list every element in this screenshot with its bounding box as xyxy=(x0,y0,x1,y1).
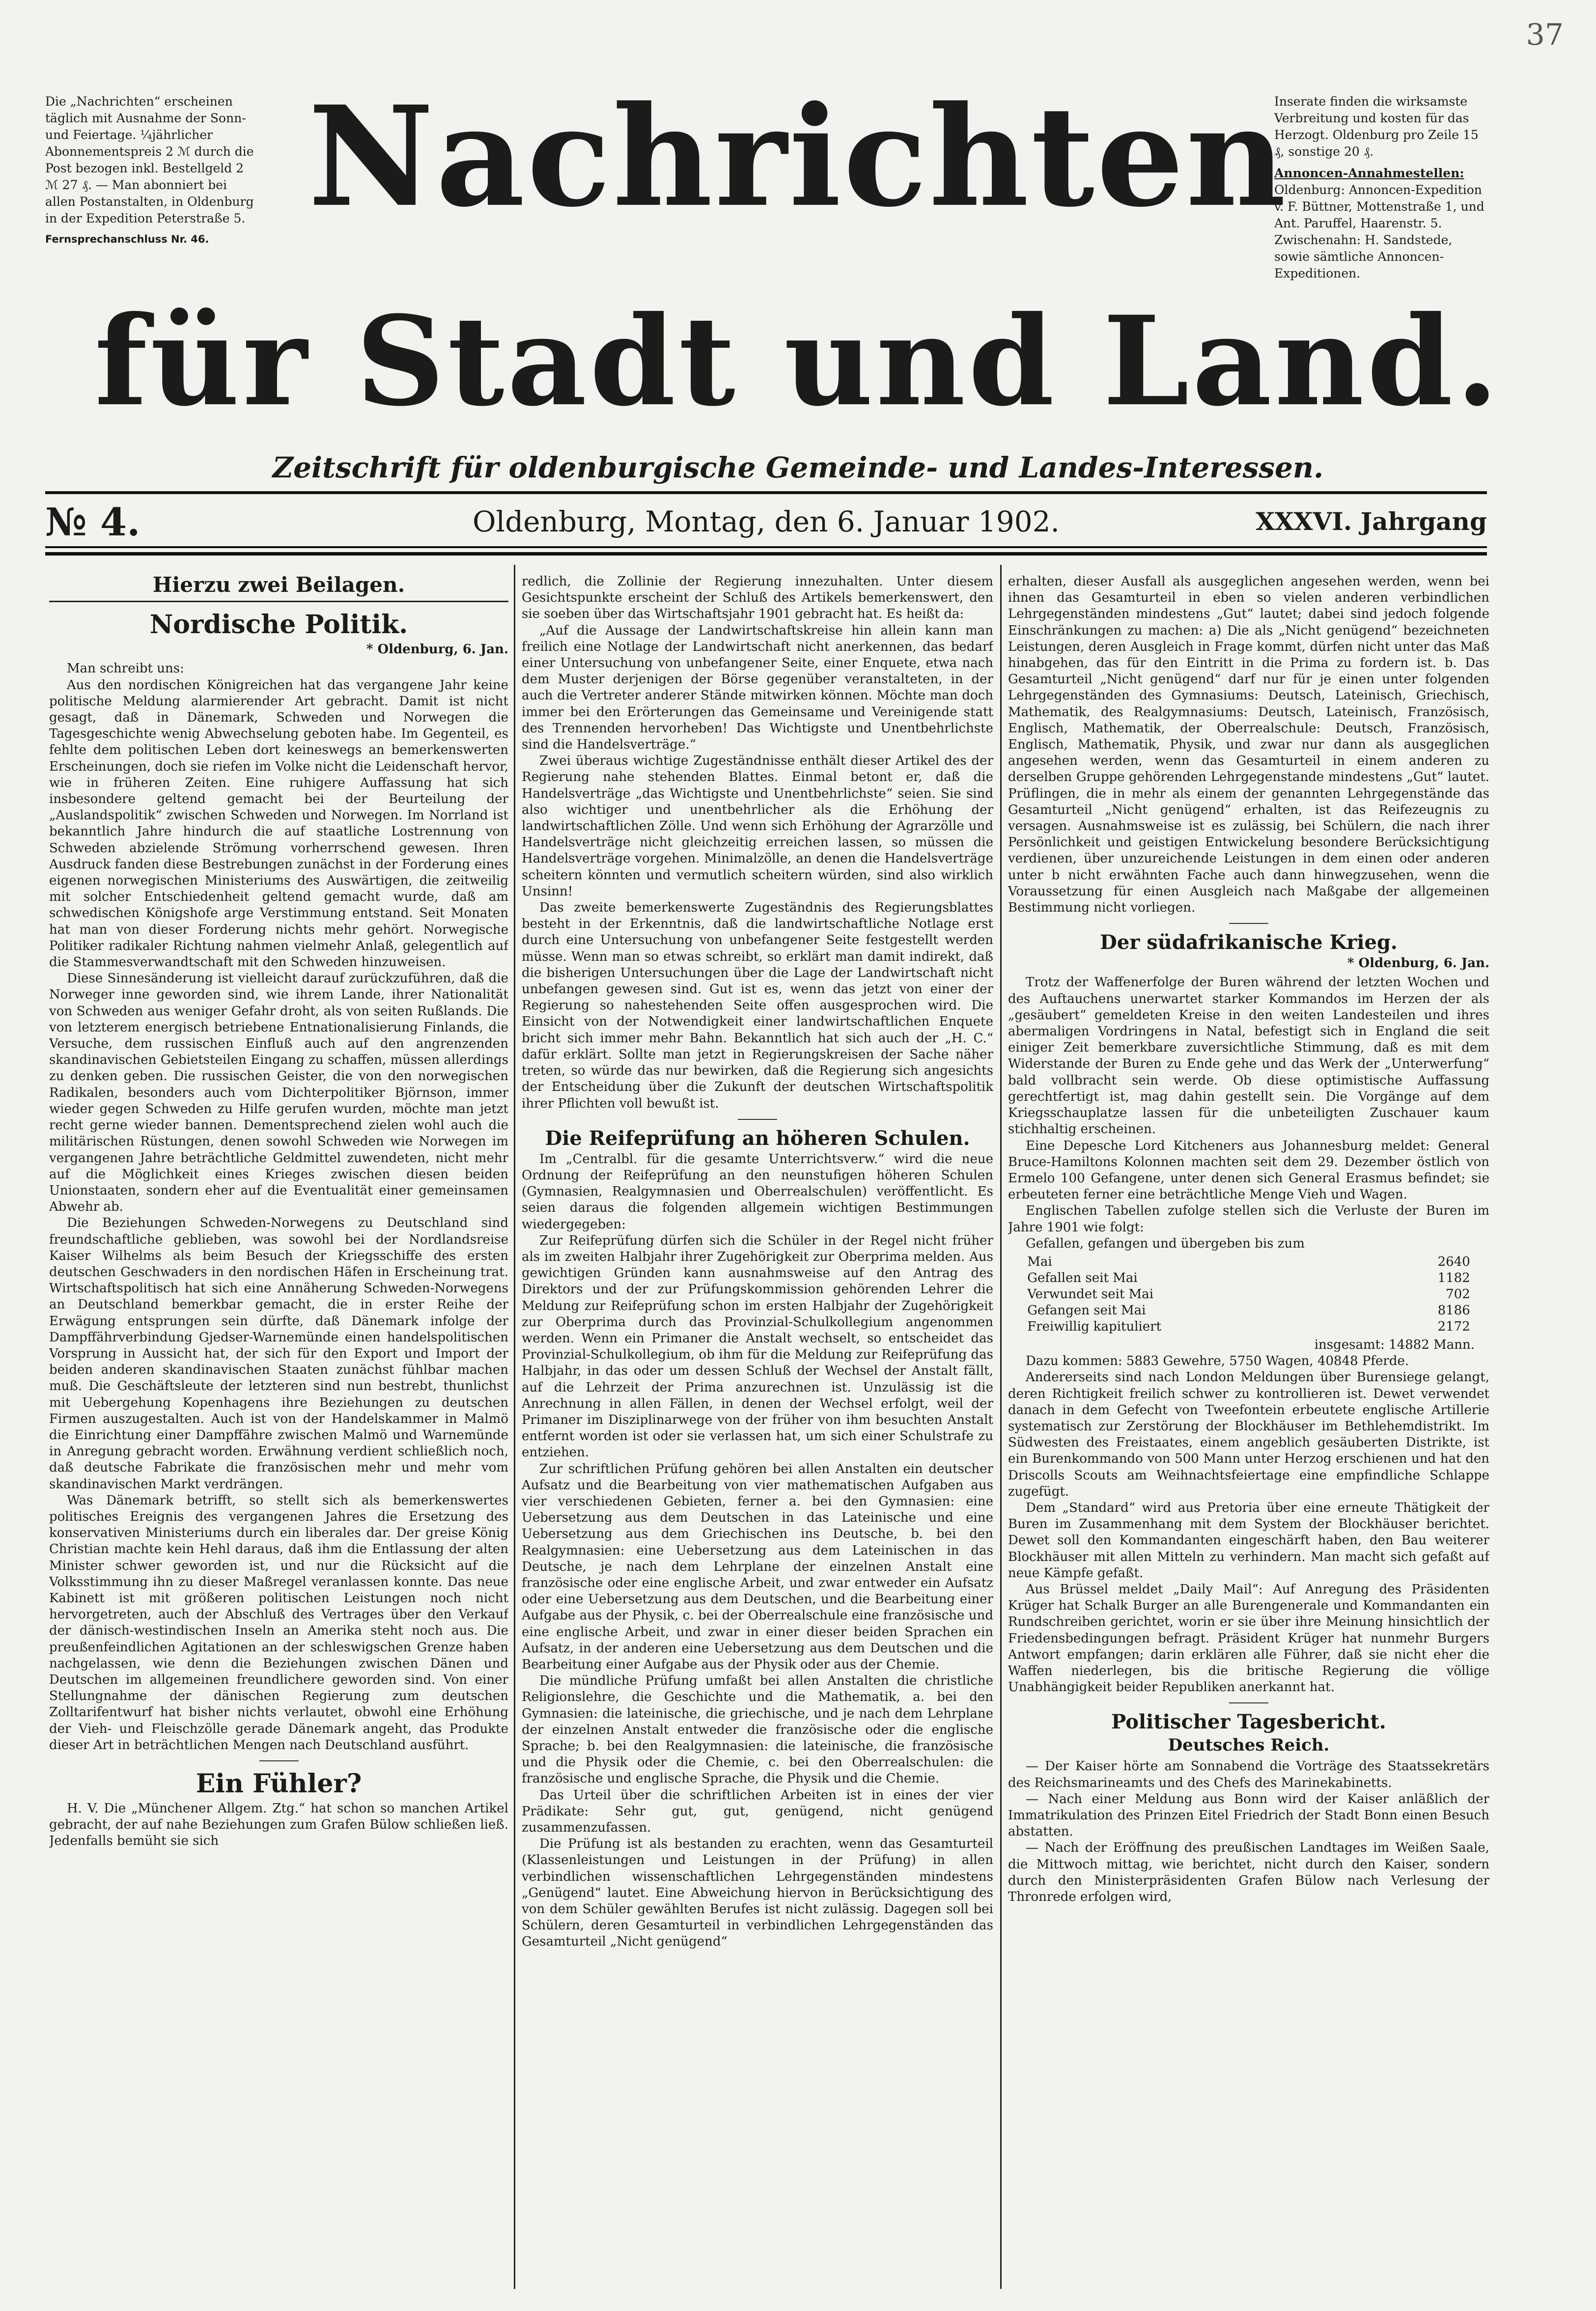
headline-reifepruefung: Die Reifeprüfung an höheren Schulen. xyxy=(545,1126,970,1150)
article-paragraph: Zur Reifeprüfung dürfen sich die Schüler in der Regel nicht früher als im zweiten Halbjahr ihrer Zugehörigkeit zur Oberprima melden. Aus gewichtigen Gründen kann ausnahmsweise auf den Antrag des Direktors und der zur Prüfungskommission gehörenden Lehrer die Meldung zur Reifeprüfung schon im ersten Halbjahr der Zugehörigkeit zur Oberprima durch das Provinzial-Schulkollegium angenommen werden. Wenn ein Primaner die Anstalt wechselt, so entscheidet das Provinzial-Schulkollegium, ob ihm für die Meldung zur Reifeprüfung das Halbjahr, in das oder um dessen Schluß der Wechsel der Anstalt fällt, auf die Lehrzeit der Prima anzurechnen ist. Unzulässig ist die Anrechnung in allen Fällen, in denen der Wechsel erfolgt, weil der Primaner im Disziplinarwege von der früher von ihm besuchten Anstalt entfernt worden ist oder sie verlassen hat, um sich einer Schulstrafe zu entziehen. xyxy=(522,1233,993,1460)
article-paragraph: — Nach einer Meldung aus Bonn wird der Kaiser anläßlich der Immatrikulation des Prinzen Eitel Friedrich der Stadt Bonn einen Besuch abstatten. xyxy=(1008,1791,1489,1839)
page-number: 37 xyxy=(1526,18,1564,52)
headline-tagesbericht: Politischer Tagesbericht. xyxy=(1111,1710,1386,1734)
rule-bottom-2 xyxy=(45,552,1487,556)
dateline-krieg: * Oldenburg, 6. Jan. xyxy=(1347,956,1489,971)
article-paragraph: Im „Centralbl. für die gesamte Unterrichtsverw.“ wird die neue Ordnung der Reifeprüfung an den neunstufigen höheren Schulen (Gymnasien, Realgymnasien und Oberrealschulen) veröffentlicht. Es seien daraus die folgenden allgemein wichtigen Bestimmungen wiedergegeben: xyxy=(522,1151,993,1232)
supplements-notice: Hierzu zwei Beilagen. xyxy=(49,574,508,602)
rule-bottom-1 xyxy=(45,546,1487,548)
table-cell-label: Gefangen seit Mai xyxy=(1027,1303,1146,1318)
article-paragraph: Dazu kommen: 5883 Gewehre, 5750 Wagen, 40848 Pferde. xyxy=(1026,1354,1409,1369)
dateline xyxy=(45,500,1487,544)
rule-top xyxy=(45,491,1487,494)
article-paragraph: Die mündliche Prüfung umfaßt bei allen Anstalten die christliche Religionslehre, die Geschichte und die Mathematik, a. bei den Gymnasien: die lateinische, die griechische, und je nach dem Lehrplane der einzelnen Anstalt entweder die französische oder die englische Sprache; b. bei den Realgymnasien: die lateinische, die französische und die Physik oder die Chemie, c. bei den Oberrealschulen: die französische und englische Sprache, die Physik und die Chemie. xyxy=(522,1673,993,1786)
article-paragraph: Die Beziehungen Schweden-Norwegens zu Deutschland sind freundschaftliche geblieben, was sowohl bei der Nordlandsreise Kaiser Wilhelms als beim Besuch der Kriegsschiffe des ersten deutschen Geschwaders in den nordischen Häfen in Erscheinung trat. Wirtschaftspolitisch hat sich eine Annäherung Schweden-Norwegens an Deutschland bemerkbar gemacht, die in erster Reihe der Erwägung entsprungen sein dürfte, daß Dänemark infolge der Dampffährverbindung Gjedser-Warnemünde einen handelspolitischen Vorsprung in Aussicht hat, der sich für den Export und Import der beiden anderen skandinavischen Staaten zunächst fühlbar machen muß. Die Geschäftsleute der letzteren sind nun bestrebt, thunlichst mit Uebergehung Kopenhagens ihre Beziehungen zu deutschen Firmen auszugestalten. Auch ist von der Handelskammer in Malmö die Einrichtung einer Dampffähre zwischen Malmö und Warnemünde in Anregung gebracht worden. Erwähnung verdient schließlich noch, daß deutsche Fabrikate die französischen mehr und mehr vom skandinavischen Markt verdrängen. xyxy=(49,1216,508,1492)
article-paragraph: Zwei überaus wichtige Zugeständnisse enthält dieser Artikel des der Regierung nahe stehenden Blattes. Einmal betont er, daß die Handelsverträge „das Wichtigste und Unentbehrlichste“ seien. Sie sind also wichtiger und unentbehrlicher als die Erhöhung der landwirtschaftlichen Zölle. Und wenn sich Erhöhung der Agrarzölle und Handelsverträge nicht gleichzeitig erreichen lassen, so müssen die Handelsverträge vorgehen. Minimalzölle, an denen die Handelsverträge scheitern könnten und vermutlich scheitern würden, sind also wirklich Unsinn! xyxy=(522,753,993,899)
article-paragraph: Andererseits sind nach London Meldungen über Burensiege gelangt, deren Richtigkeit freilich schwer zu kontrollieren ist. Dewet verwendet danach in dem Gefecht von Tweefontein erbeutete englische Artillerie systematisch zur Zerstörung der Blockhäuser im Bethlehemdistrikt. Im Südwesten des Freistaates, einem angeblich gesäuberten Distrikte, ist ein Burenkommando von 500 Mann unter Herzog erschienen und hat den Driscolls Scouts am Weihnachtsfeiertage eine empfindliche Schlappe zugefügt. xyxy=(1008,1370,1489,1499)
column-divider-1 xyxy=(514,565,515,2289)
ear-right-list: Oldenburg: Annoncen-Expedition v. F. Büttner, Mottenstraße 1, und Ant. Paruffel, Haarenstr. 5. Zwischenahn: H. Sandstede, sowie sämtliche Annoncen-Expeditionen. xyxy=(1274,183,1484,280)
article-paragraph: Dem „Standard“ wird aus Pretoria über eine erneute Thätigkeit der Buren im Zusammenhang mit dem System der Blockhäuser berichtet. Dewet soll den Kommandanten eingeschärft haben, den Bau weiterer Blockhäuser mit allen Mitteln zu verhindern. Man macht sich gefaßt auf neue Kämpfe gefaßt. xyxy=(1008,1500,1489,1581)
table-cell-value: 1182 xyxy=(1437,1270,1470,1285)
table-cell-value: 702 xyxy=(1446,1286,1470,1302)
article-paragraph: „Auf die Aussage der Landwirtschaftskreise hin allein kann man freilich eine Notlage der Landwirtschaft nicht anerkennen, das bedarf einer Untersuchung von unbefangener Seite, einer Enquete, etwa nach dem Muster derjenigen der Börse gegenüber veranstalteten, in der auch die Vertreter anderer Stände mitwirken können. Möchte man doch immer bei den Erörterungen das Gemeinsame und Vereinigende statt des Trennenden hervorheben! Das Wichtigste und Unentbehrlichste sind die Handelsverträge.“ xyxy=(522,623,993,752)
volume: XXXVI. Jahrgang xyxy=(1256,507,1487,536)
table-cell-value: 8186 xyxy=(1437,1303,1470,1318)
article-paragraph: Was Dänemark betrifft, so stellt sich als bemerkenswertes politisches Ereignis des vergangenen Jahres die Ersetzung des konservativen Ministeriums durch ein liberales dar. Der greise König Christian machte kein Hehl daraus, daß ihm die Entlassung der alten Minister schwer geworden ist, und nur die Rücksicht auf die Volksstimmung ihn zu dieser Maßregel veranlassen konnte. Das neue Kabinett ist mit größeren politischen Leistungen noch nicht hervorgetreten, auch der Abschluß des Vertrages über den Verkauf der dänisch-westindischen Inseln an Amerika steht noch aus. Die preußenfeindlichen Agitationen an der schleswigschen Grenze haben nachgelassen, wie denn die Beziehungen zwischen Dänen und Deutschen im allgemeinen freundlichere geworden sind. Von einer Stellungnahme der dänischen Regierung zum deutschen Zolltarifentwurf hat bisher nichts verlautet, obwohl eine Erhöhung der Vieh- und Fleischzölle gerade Dänemark angeht, das Produkte dieser Art in beträchtlichen Mengen nach Deutschland ausführt. xyxy=(49,1493,508,1753)
table-cell-label: Freiwillig kapituliert xyxy=(1027,1319,1162,1334)
masthead-subtitle: Zeitschrift für oldenburgische Gemeinde- und Landes-Interessen. xyxy=(272,451,1324,484)
issue-number: № 4. xyxy=(45,500,140,545)
column-3 xyxy=(1008,574,1489,2288)
article-paragraph: Aus den nordischen Königreichen hat das vergangene Jahr keine politische Meldung alarmierender Art gebracht. Damit ist nicht gesagt, daß in Dänemark, Schweden und Norwegen die Tagesgeschichte wenig Abwechselung geboten habe. Im Gegenteil, es fehlte dem politischen Leben dort keineswegs an bemerkenswerten Erscheinungen, doch sie riefen im Volke nicht die Leidenschaft hervor, wie in früheren Zeiten. Eine ruhigere Auffassung hat sich insbesondere geltend gemacht bei der Beurteilung der „Auslandspolitik“ zwischen Schweden und Norwegen. Im Norrland ist bekanntlich Jahre hindurch die auf staatliche Lostrennung von Schweden abzielende Strömung vorherrschend gewesen. Ihren Ausdruck fanden diese Bestrebungen zunächst in der Forderung eines eigenen norwegischen Ministeriums des Auswärtigen, die zeitweilig mit solcher Entschiedenheit geltend gemacht wurde, daß am schwedischen Königshofe arge Verstimmung entstand. Seit Monaten hat man von dieser Forderung nichts mehr gehört. Norwegische Politiker radikaler Richtung nahmen vielmehr Anlaß, gelegentlich auf die Stammesverwandtschaft mit den Schweden hinzuweisen. xyxy=(49,677,508,970)
headline-nordic-politics: Nordische Politik. xyxy=(149,610,408,640)
article-paragraph: redlich, die Zollinie der Regierung innezuhalten. Unter diesem Gesichtspunkte erscheint der Schluß des Artikels bemerkenswert, den sie soeben über das Wirtschaftsjahr 1901 gebracht hat. Es heißt da: xyxy=(522,574,993,622)
table-row xyxy=(1027,1254,1470,1270)
table-cell-label: Gefallen seit Mai xyxy=(1027,1270,1138,1285)
separator xyxy=(738,1119,777,1120)
ear-left-text: Die „Nachrichten“ erscheinen täglich mit Ausnahme der Sonn- und Feiertage. ¼jährlicher Abonnementspreis 2 ℳ durch die Post bezogen inkl. Bestellgeld 2 ℳ 27 ₰. — Man abonniert bei allen Postanstalten, in Oldenburg in der Expedition Peterstraße 5. xyxy=(45,94,254,225)
article-paragraph: — Nach der Eröffnung des preußischen Landtages im Weißen Saale, die Mittwoch mittag, wie berichtet, nicht durch den Kaiser, sondern durch den Ministerpräsidenten Grafen Bülow nach Verlesung der Thronrede erfolgen wird, xyxy=(1008,1840,1489,1905)
stats-total: insgesamt: 14882 Mann. xyxy=(1314,1337,1475,1352)
article-paragraph: Die Prüfung ist als bestanden zu erachten, wenn das Gesamturteil (Klassenleistungen und Leistungen in der Prüfung) in allen verbindlichen wissenschaftlichen Lehrgegenständen mindestens „Genügend“ lautet. Eine Abweichung hiervon in Berücksichtigung des von dem Schüler gewählten Berufes ist nicht zulässig. Dagegen soll bei Schülern, deren Gesamturteil in verbindlichen Lehrgegenständen das Gesamturteil „Nicht genügend“ xyxy=(522,1837,993,1949)
article-paragraph: Diese Sinnesänderung ist vielleicht darauf zurückzuführen, daß die Norweger inne geworden sind, wie ihrem Lande, ihrer Nationalität von Schweden aus weniger Gefahr droht, als von seiten Rußlands. Die von letzterem energisch betriebene Entnationalisierung Finlands, die Versuche, dem russischen Einfluß auch auf den angrenzenden skandinavischen Gebietsteilen Eingang zu schaffen, müssen allerdings zu denken geben. Die russischen Geister, die von den norwegischen Radikalen, besonders auch vom Dichterpolitiker Björnson, immer wieder gegen Schweden zu Hilfe gerufen wurden, möchte man jetzt recht gerne wieder bannen. Dementsprechend zielen wohl auch die militärischen Rüstungen, denen sowohl Schweden wie Norwegen im vergangenen Jahre beträchtliche Geldmittel zuwendeten, nicht mehr auf die Möglichkeit eines Krieges zwischen diesen beiden Unionstaaten, sondern eher auf die Eventualität einer gemeinsamen Abwehr ab. xyxy=(49,971,508,1215)
masthead-title-line2: für Stadt und Land. xyxy=(94,289,1502,433)
table-row xyxy=(1027,1303,1470,1319)
stats-heading: Gefallen, gefangen und übergeben bis zum xyxy=(1026,1236,1305,1251)
table-cell-label: Verwundet seit Mai xyxy=(1027,1286,1154,1302)
table-cell-label: Mai xyxy=(1027,1254,1052,1269)
subheadline-deutsches-reich: Deutsches Reich. xyxy=(1168,1735,1330,1755)
article-paragraph: Zur schriftlichen Prüfung gehören bei allen Anstalten ein deutscher Aufsatz und die Bearbeitung von vier mathematischen Aufgaben aus vier verschiedenen Gebieten, ferner a. bei den Gymnasien: eine Uebersetzung aus dem Deutschen in das Lateinische und eine Uebersetzung aus dem Griechischen ins Deutsche, b. bei den Realgymnasien: eine Uebersetzung aus dem Lateinischen in das Deutsche, je nach dem Lehrplane der einzelnen Anstalt eine französische oder eine englische Arbeit, und zwar entweder ein Aufsatz oder eine Uebersetzung aus dem Deutschen, und die Bearbeitung einer Aufgabe aus der Physik, c. bei der Oberrealschule eine französische und eine englische Arbeit, und zwar in einer dieser beiden Sprachen ein Aufsatz, in der anderen eine Uebersetzung aus dem Deutschen und die Bearbeitung einer Aufgabe aus der Physik oder aus der Chemie. xyxy=(522,1461,993,1672)
ear-right-text: Inserate finden die wirksamste Verbreitung und kosten für das Herzogt. Oldenburg pro Zeile 15 ₰, sonstige 20 ₰. xyxy=(1274,94,1479,159)
headline-fuehler: Ein Fühler? xyxy=(196,1769,362,1799)
article-paragraph: — Der Kaiser hörte am Sonnabend die Vorträge des Staatssekretärs des Reichsmarineamts und des Chefs des Marinekabinetts. xyxy=(1008,1759,1489,1790)
issue-date: Oldenburg, Montag, den 6. Januar 1902. xyxy=(472,505,1060,538)
headline-south-african-war: Der südafrikanische Krieg. xyxy=(1100,931,1398,954)
table-row xyxy=(1027,1319,1470,1335)
article-paragraph: Englischen Tabellen zufolge stellen sich die Verluste der Buren im Jahre 1901 wie folgt: xyxy=(1008,1203,1489,1235)
column-divider-2 xyxy=(1000,565,1002,2289)
article-paragraph: Aus Brüssel meldet „Daily Mail“: Auf Anregung des Präsidenten Krüger hat Schalk Burger an alle Burengenerale und Kommandanten ein Rundschreiben gerichtet, worin er sie über ihre Meinung hinsichtlich der Friedensbedingungen befragt. Präsident Krüger hat nunmehr Burgers Antwort empfangen; darin erklären alle Führer, daß sie nicht eher die Waffen niederlegen, bis die britische Regierung die völlige Unabhängigkeit beider Republiken anerkannt hat. xyxy=(1008,1582,1489,1695)
article-paragraph: H. V. Die „Münchener Allgem. Ztg.“ hat schon so manchen Artikel gebracht, der auf nahe Beziehungen zum Grafen Bülow schließen ließ. Jedenfalls bemüht sie sich xyxy=(49,1801,508,1849)
column-2 xyxy=(522,574,993,2288)
table-cell-value: 2640 xyxy=(1437,1254,1470,1269)
table-cell-value: 2172 xyxy=(1437,1319,1470,1334)
ear-left-phone: Fernsprechanschluss Nr. 46. xyxy=(45,233,209,245)
table-row xyxy=(1027,1270,1470,1286)
dateline-nordic: * Oldenburg, 6. Jan. xyxy=(366,642,508,657)
ear-right-heading: Annoncen-Annahmestellen: xyxy=(1274,166,1464,180)
article-paragraph: Das Urteil über die schriftlichen Arbeiten ist in eines der vier Prädikate: Sehr gut, gut, genügend, nicht genügend zusammenzufassen. xyxy=(522,1787,993,1836)
column-1 xyxy=(49,574,508,2288)
table-row xyxy=(1027,1286,1470,1303)
article-paragraph: Man schreibt uns: xyxy=(67,661,184,676)
masthead-title: Nachrichten xyxy=(308,76,1288,238)
article-paragraph: Trotz der Waffenerfolge der Buren während der letzten Wochen und des Auftauchens unerwartet starker Kommandos im Herzen der als „gesäubert“ gemeldeten Kreise in den weiten Landesteilen und ihres abermaligen Vordringens in Natal, befestigt sich in England die seit einiger Zeit bemerkbare zuversichtliche Stimmung, daß es mit dem Widerstande der Buren zu Ende gehe und das Werk der „Unterwerfung“ bald vollbracht sein werde. Ob diese optimistische Auffassung gerechtfertigt ist, mag dahin gestellt sein. Die Vorgänge auf dem Kriegsschauplatze lassen für die unbeteiligten Zuschauer kaum stichhaltig erscheinen. xyxy=(1008,975,1489,1137)
boer-losses-table xyxy=(1027,1254,1470,1335)
article-paragraph: Das zweite bemerkenswerte Zugeständnis des Regierungsblattes besteht in der Erkenntnis, daß die landwirtschaftliche Notlage erst durch eine Untersuchung von unbefangener Seite festgestellt werden müsse. Wenn man so etwas schreibt, so erklärt man damit indirekt, daß die bisherigen Untersuchungen über die Lage der Landwirtschaft nicht unbefangen gewesen sind. Gut ist es, wenn das jetzt von einer der Regierung so nahestehenden Seite offen ausgesprochen wird. Die Einsicht von der Notwendigkeit einer landwirtschaftlichen Enquete bricht sich immer mehr Bahn. Bekanntlich hat sich auch der „H. C.“ dafür erklärt. Sollte man jetzt in Regierungskreisen der Sache näher treten, so würde das nur bewirken, daß die Regierung sich angesichts der Entscheidung über die Zukunft der deutschen Wirtschaftspolitik ihrer Pflichten voll bewußt ist. xyxy=(522,900,993,1111)
separator xyxy=(1229,923,1268,924)
article-paragraph: Eine Depesche Lord Kitcheners aus Johannesburg meldet: General Bruce-Hamiltons Kolonnen machten seit dem 29. Dezember östlich von Ermelo 100 Gefangene, unter denen sich General Erasmus befindet; sie erbeuteten ferner eine beträchtliche Menge Vieh und Wagen. xyxy=(1008,1138,1489,1202)
separator xyxy=(1229,1702,1268,1703)
article-paragraph: erhalten, dieser Ausfall als ausgeglichen angesehen werden, wenn bei ihnen das Gesamturteil in eben so vielen anderen verbindlichen Lehrgegenständen mindestens „Gut“ lautet; dabei sind jedoch folgende Einschränkungen zu machen: a) Die als „Nicht genügend“ bezeichneten Leistungen, deren Ausgleich in Frage kommt, dürfen nicht unter das Maß hinabgehen, das für den Eintritt in die Prima zu fordern ist. b. Das Gesamturteil „Nicht genügend“ darf nur für je einen unter folgenden Lehrgegenständen des Gymnasiums: Deutsch, Lateinisch, Griechisch, Mathematik, des Realgymnasiums: Deutsch, Lateinisch, Französisch, Englisch, Mathematik, der Oberrealschule: Deutsch, Französisch, Englisch, Mathematik, Physik, und zwar nur dann als ausgeglichen angesehen werden, wenn das Gesamturteil in einem anderen zu derselben Gruppe gehörenden Lehrgegenstande mindestens „Gut“ lautet. Prüflingen, die in mehr als einem der genannten Lehrgegenstände das Gesamturteil „Nicht genügend“ erhalten, ist das Reifezeugnis zu versagen. Ausnahmsweise ist es zulässig, bei Schülern, die nach ihrer Persönlichkeit und geistigen Entwickelung besondere Berücksichtigung verdienen, über unzureichende Leistungen in dem einen oder anderen unter b nicht erwähnten Fache auch dann hinwegzusehen, wenn die Voraussetzung für einen Ausgleich nach Maßgabe der allgemeinen Bestimmung nicht vorliegen. xyxy=(1008,574,1489,916)
separator xyxy=(259,1760,299,1761)
